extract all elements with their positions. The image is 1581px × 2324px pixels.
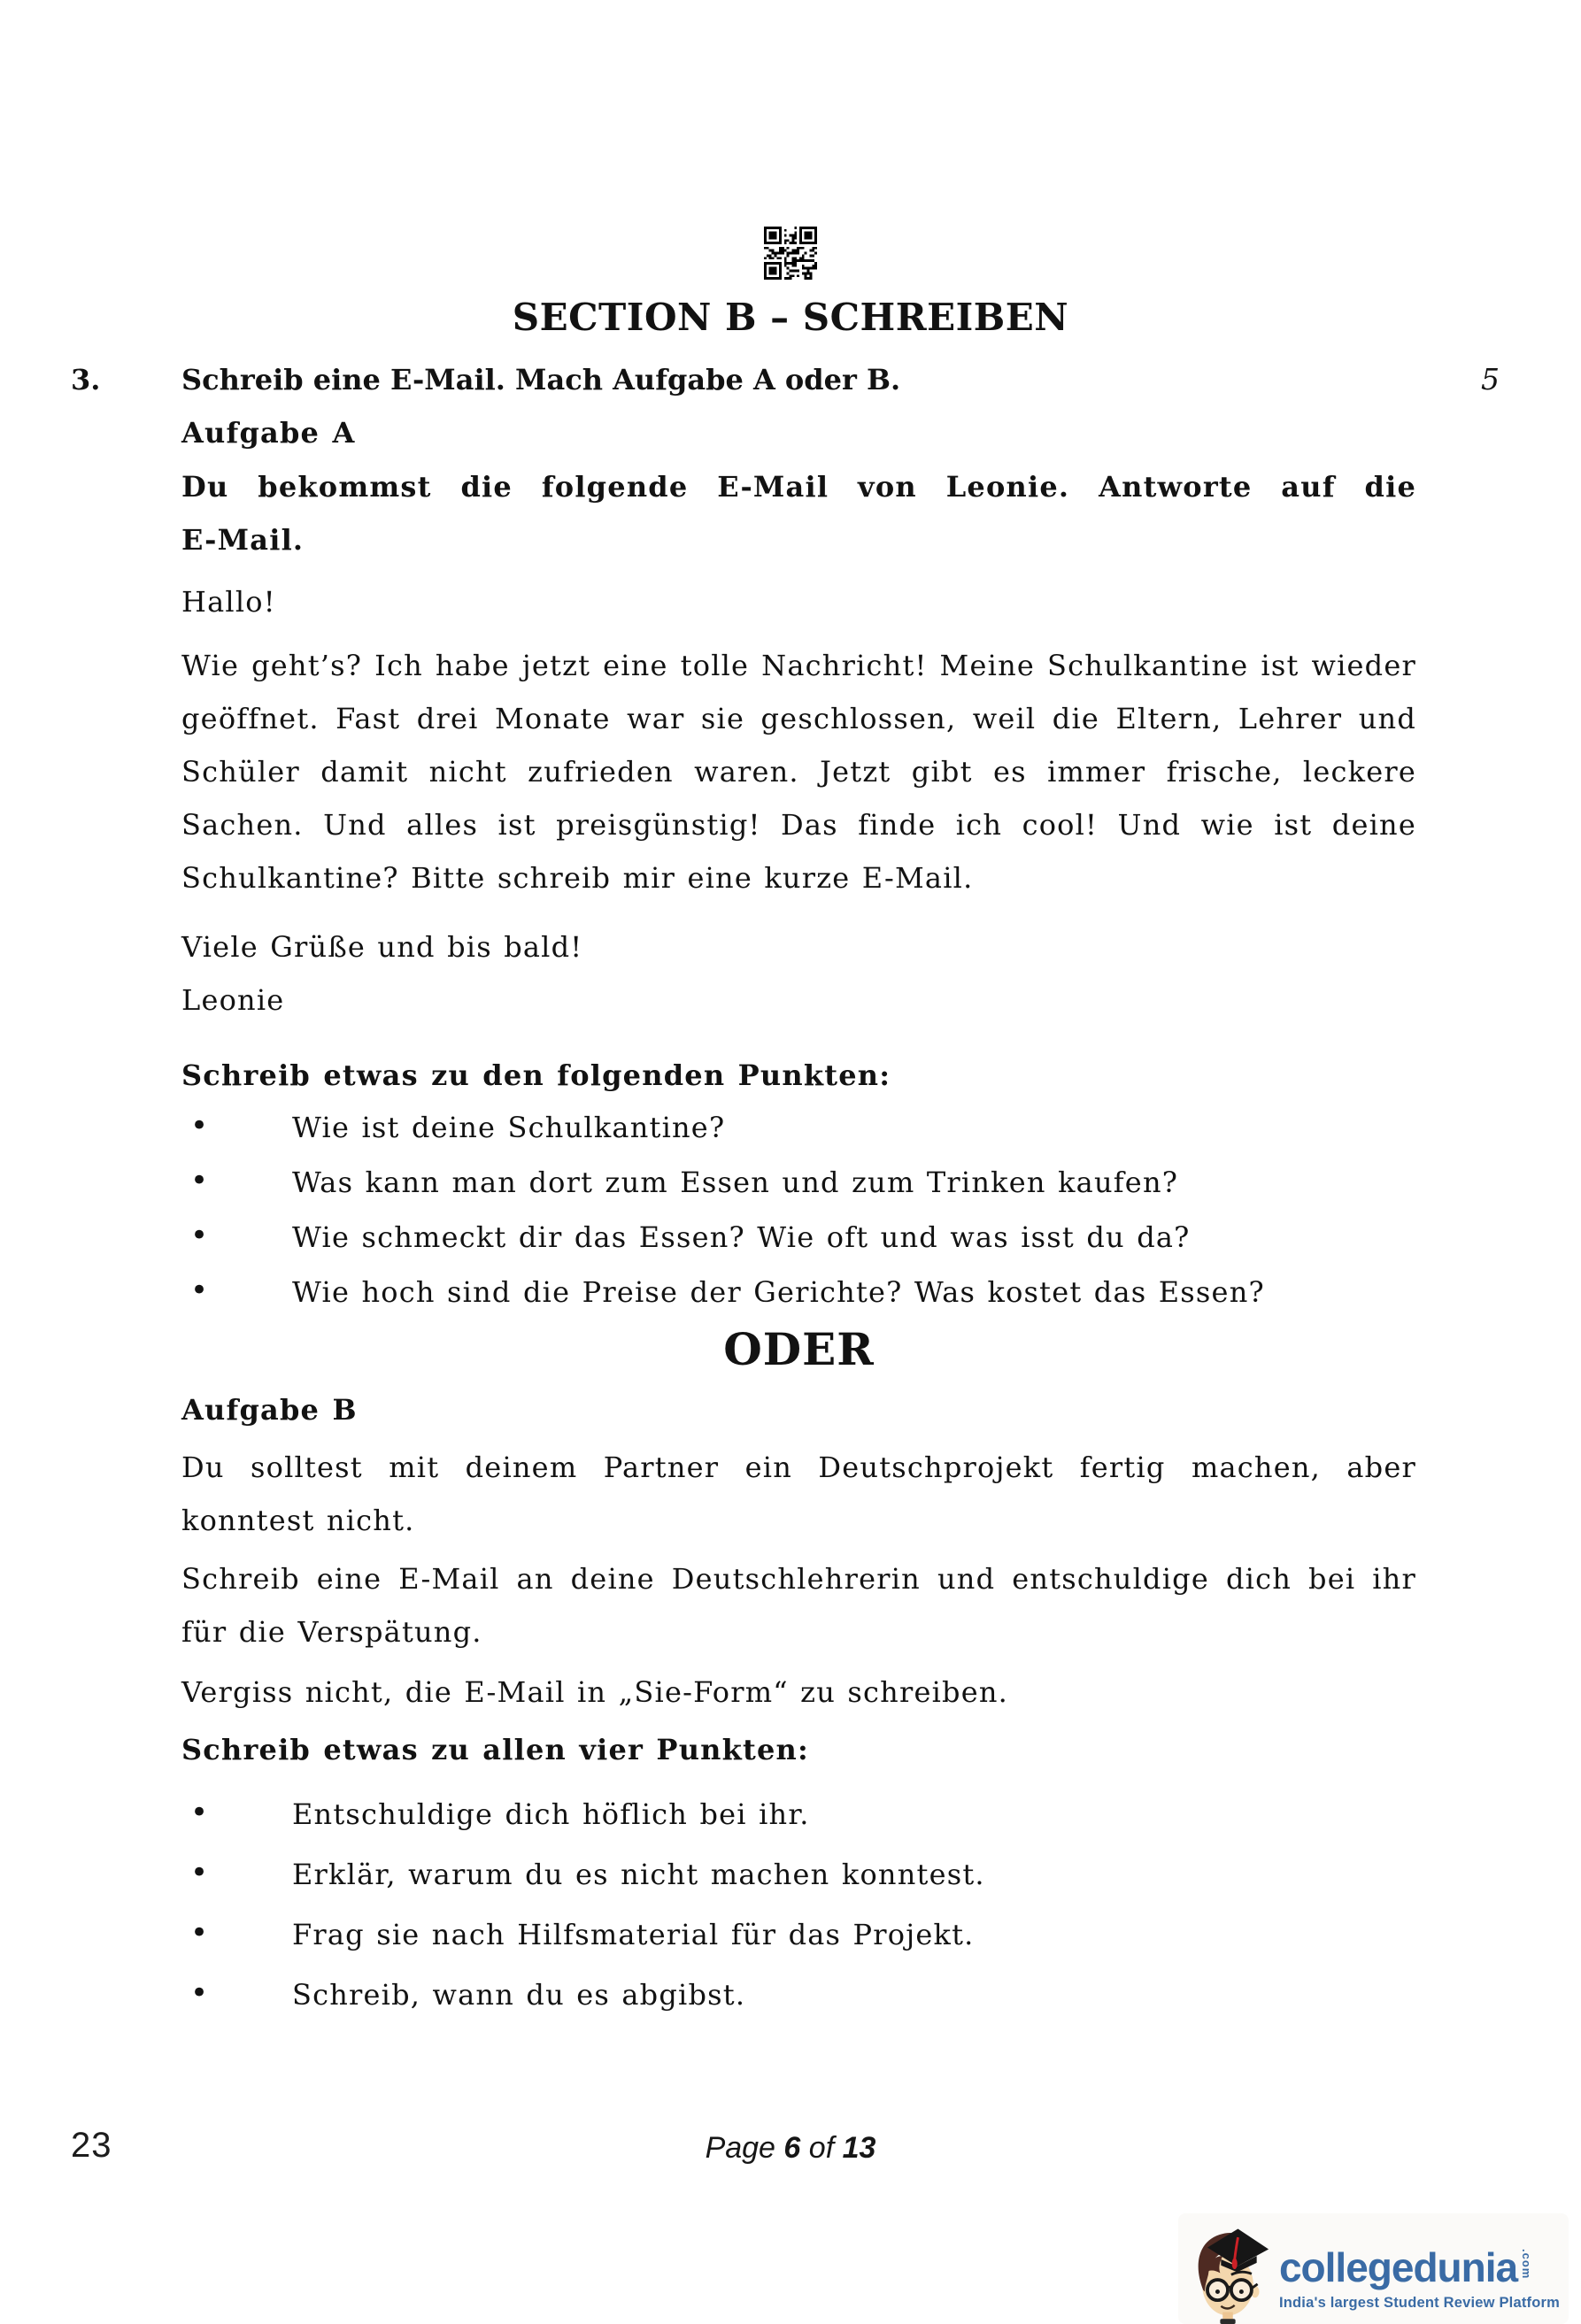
list-item [181, 1848, 1416, 1901]
list-item [181, 1101, 1416, 1154]
email-closing: Viele Grüße und bis bald! [181, 930, 583, 964]
list-item-text: Wie hoch sind die Preise der Gerichte? Was kostet das Essen? [292, 1275, 1265, 1309]
list-item [181, 1908, 1416, 1961]
question-body [181, 411, 1416, 2021]
collegedunia-watermark [1178, 2213, 1569, 2324]
question-row [0, 358, 1581, 402]
question-number: 3. [71, 363, 101, 396]
section-title: SECTION B – SCHREIBEN [512, 296, 1069, 339]
list-item-text: Was kann man dort zum Essen und zum Trinken kaufen? [292, 1166, 1179, 1199]
task-a-intro-line2: E-Mail. [181, 523, 305, 557]
list-item-text: Frag sie nach Hilfsmaterial für das Projekt. [292, 1918, 975, 1951]
list-item-text: Wie schmeckt dir das Essen? Wie oft und was isst du da? [292, 1220, 1191, 1254]
brand-name: collegedunia [1278, 2244, 1518, 2290]
question-marks: 5 [1481, 362, 1500, 396]
email-greeting: Hallo! [181, 585, 276, 619]
task-a-points-list [181, 1101, 1416, 1319]
list-item-text: Wie ist deine Schulkantine? [292, 1111, 726, 1144]
collegedunia-mascot-icon [1184, 2217, 1272, 2324]
qr-code-icon [764, 227, 817, 280]
bullet-icon: • [190, 1218, 210, 1253]
task-a-points-heading: Schreib etwas zu den folgenden Punkten: [181, 1058, 891, 1092]
task-b-paragraph-3: Vergiss nicht, die E-Mail in „Sie-Form“ zu schreiben. [181, 1675, 1009, 1709]
bullet-icon: • [190, 1855, 210, 1890]
list-item-text: Entschuldige dich höflich bei ihr. [292, 1797, 810, 1831]
task-b-paragraph-2: Schreib eine E-Mail an deine Deutschlehrerin und entschuldige dich bei ihr für die Verspätung. [181, 1562, 1416, 1649]
email-signature: Leonie [181, 983, 285, 1017]
collegedunia-logo-text [1278, 2244, 1560, 2324]
bullet-icon: • [190, 1795, 210, 1830]
bullet-icon: • [190, 1273, 210, 1308]
list-item [181, 1968, 1416, 2021]
email-body: Wie geht’s? Ich habe jetzt eine tolle Nachricht! Meine Schulkantine ist wieder geöffnet. Fast drei Monate war sie geschlossen, weil die Eltern, Lehrer und Schüler damit nicht zufrieden waren. Jetzt gibt es immer frische, leckere Sachen. Und alles ist preisgünstig! Das finde ich cool! Und wie ist deine Schulkantine? Bitte schreib mir eine kurze E-Mail. [181, 649, 1416, 895]
bullet-icon: • [190, 1163, 210, 1198]
list-item [181, 1156, 1416, 1209]
task-b-paragraph-1: Du solltest mit deinem Partner ein Deutschprojekt fertig machen, aber konntest nicht. [181, 1451, 1416, 1537]
page-indicator [0, 2131, 1581, 2166]
task-b-heading: Aufgabe B [181, 1393, 358, 1427]
page-number: 6 [783, 2131, 801, 2165]
or-separator: ODER [723, 1323, 875, 1375]
list-item [181, 1211, 1416, 1264]
list-item-text: Schreib, wann du es abgibst. [292, 1978, 746, 2012]
list-item [181, 1266, 1416, 1319]
task-b-points-heading: Schreib etwas zu allen vier Punkten: [181, 1733, 810, 1766]
brand-domain: .com [1520, 2249, 1534, 2280]
task-a-heading: Aufgabe A [181, 416, 356, 450]
list-item-text: Erklär, warum du es nicht machen konntest. [292, 1858, 985, 1891]
of-word: of [808, 2131, 835, 2165]
brand-tagline: India's largest Student Review Platform [1278, 2295, 1560, 2311]
paper-code: 23 [71, 2126, 112, 2165]
question-prompt: Schreib eine E-Mail. Mach Aufgabe A oder B. [181, 363, 901, 396]
task-a-intro-line1: Du bekommst die folgende E-Mail von Leonie. Antworte auf die [181, 470, 1416, 504]
bullet-icon: • [190, 1975, 210, 2011]
list-item [181, 1788, 1416, 1841]
page-total: 13 [842, 2131, 876, 2165]
task-b-points-list [181, 1788, 1416, 2021]
page-word: Page [705, 2131, 775, 2165]
bullet-icon: • [190, 1108, 210, 1143]
bullet-icon: • [190, 1915, 210, 1951]
